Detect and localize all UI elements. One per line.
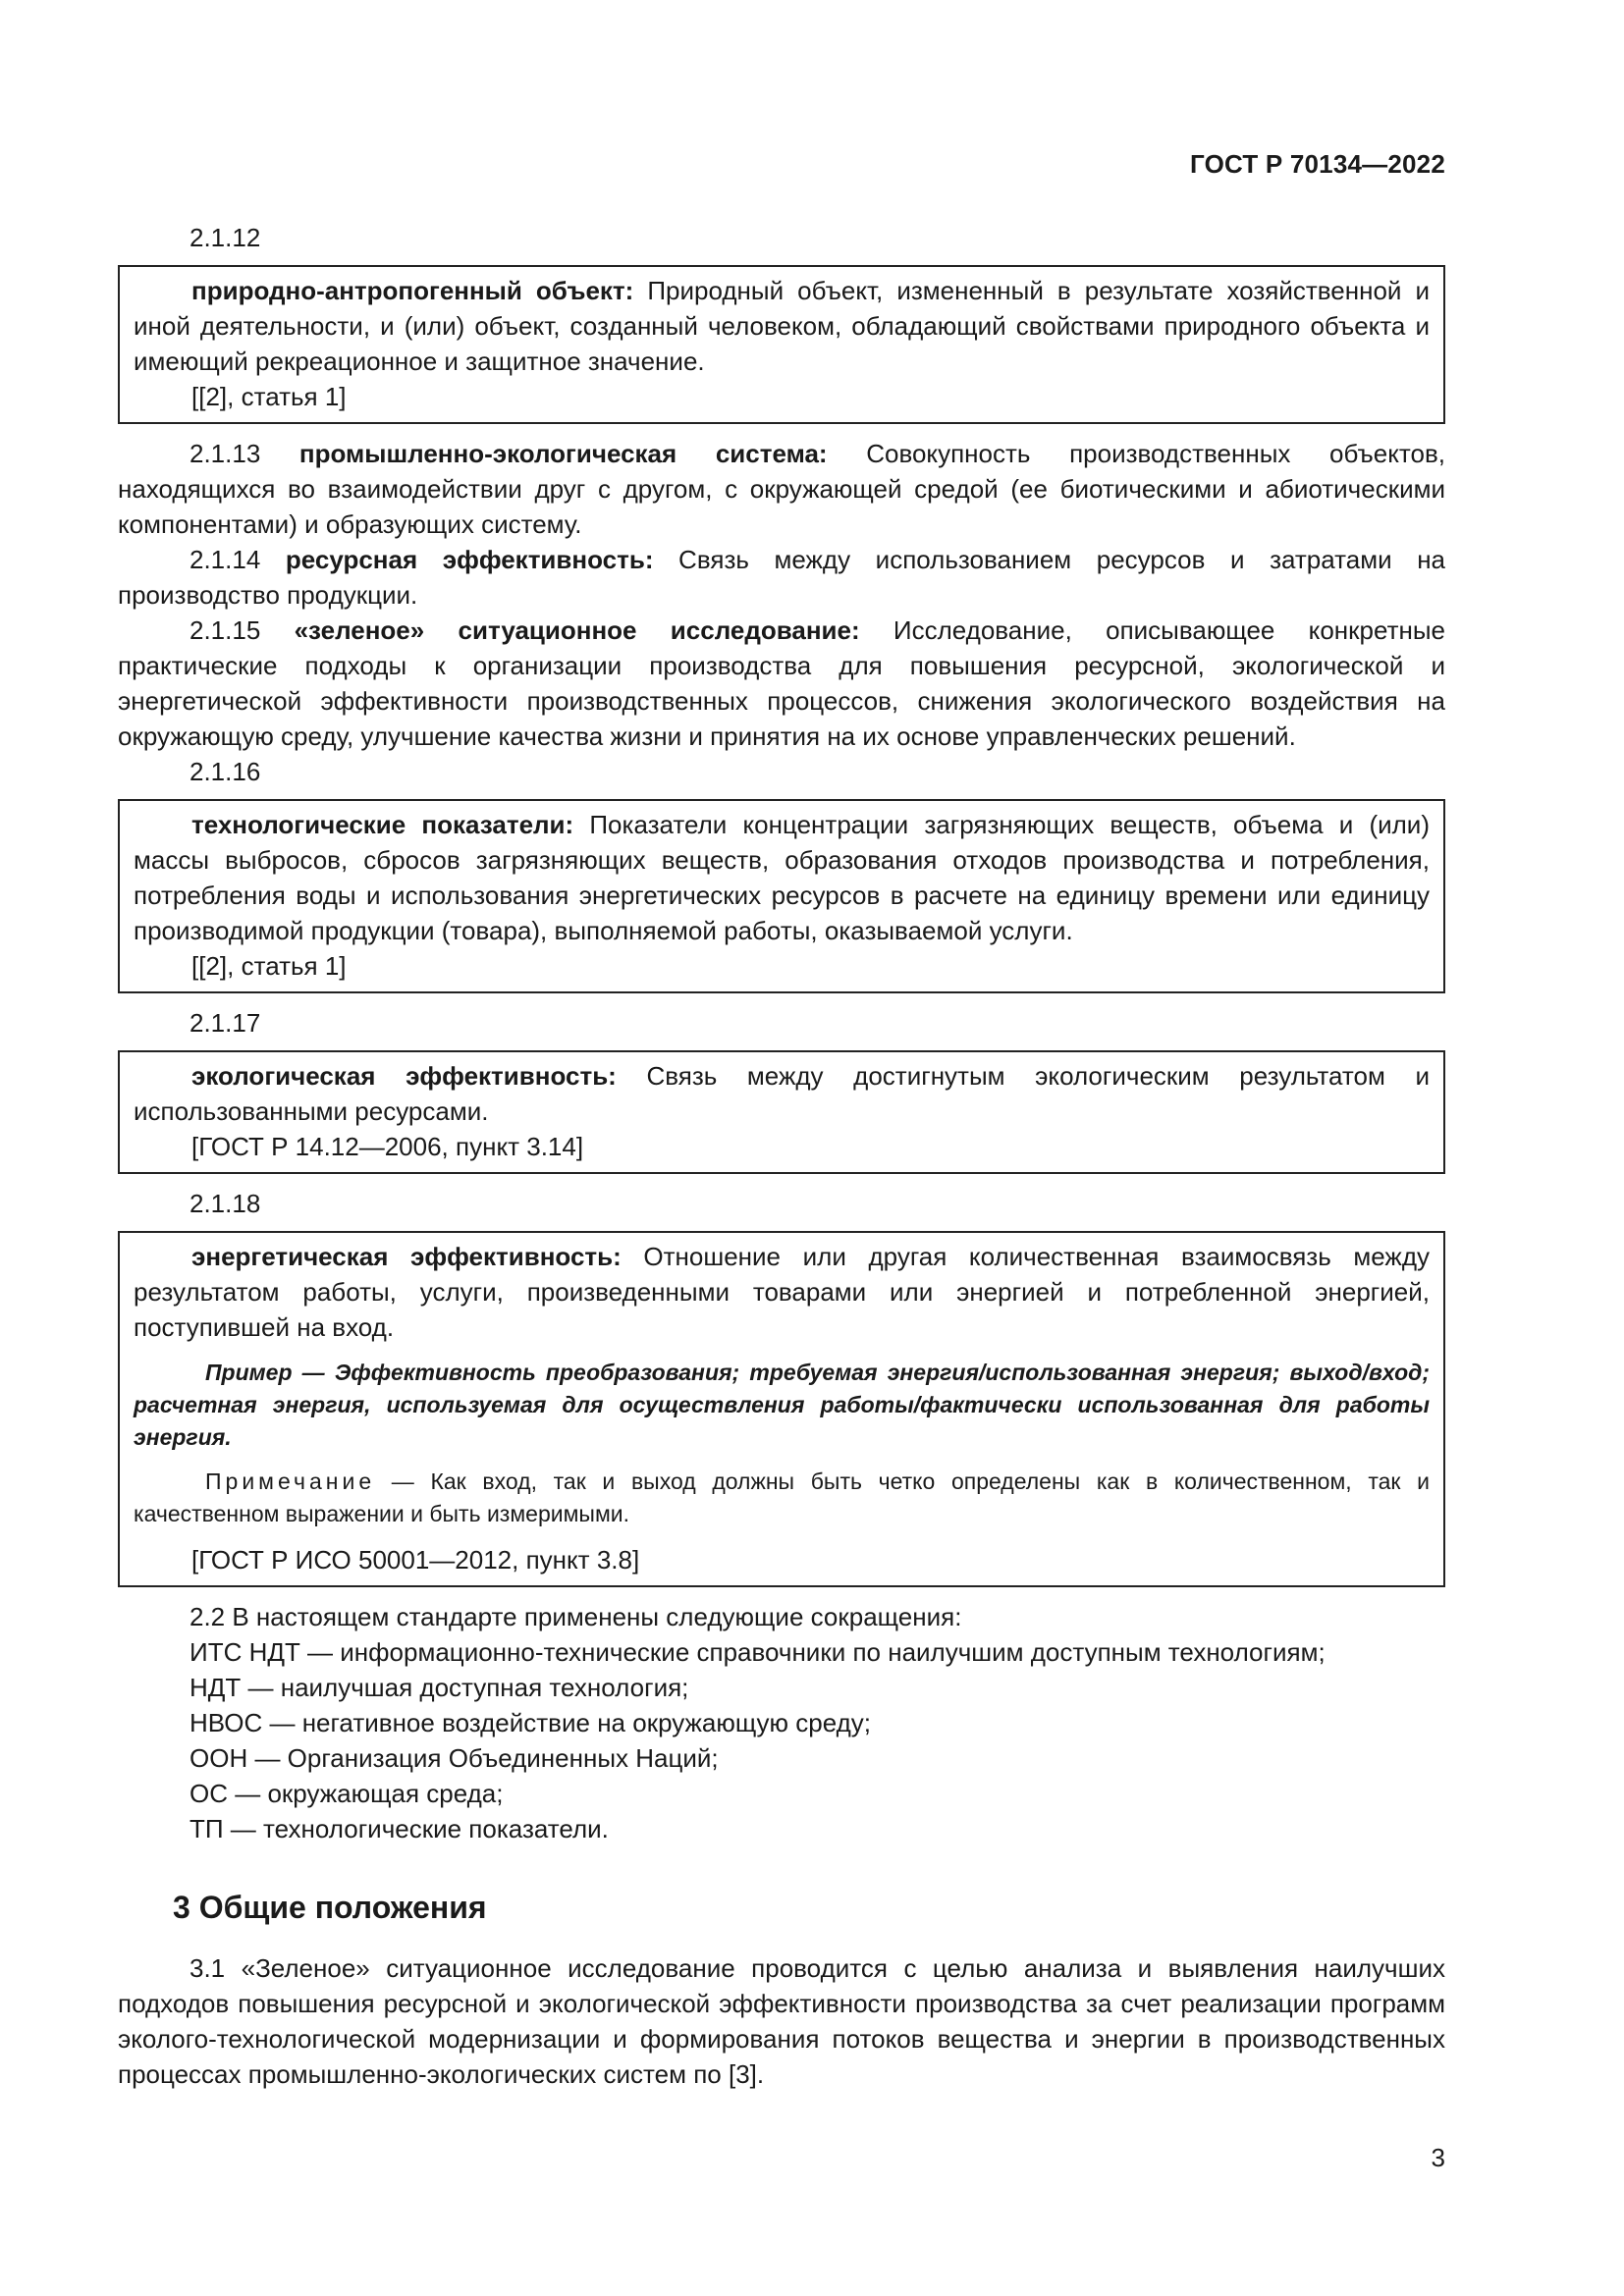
term-definition xyxy=(134,1239,1430,1345)
term-example: Пример — Эффективность преобразования; требуемая энергия/использованная энергия; выход/вход; расчетная энергия, используемая для осуществления работы/фактически использованная для работы энергия. xyxy=(134,1360,1430,1450)
definition-text: Исследование, описывающее конкретные практические подходы к организации производства для повышения ресурсной, экологической и энергетической эффективности производственных процессов, снижения экологического воздействия на окружающую среду, улучшение качества жизни и принятия на их основе управленческих решений. xyxy=(118,615,1445,751)
document-body xyxy=(118,220,1445,2092)
note-text: — Как вход, так и выход должны быть четко определены как в количественном, так и качественном выражении и быть измеримыми. xyxy=(134,1468,1430,1526)
term-name: ресурсная эффективность: xyxy=(285,545,654,574)
note-label: Примечание xyxy=(205,1468,376,1494)
term-name: промышленно-экологическая система: xyxy=(298,439,828,468)
document-header: ГОСТ Р 70134—2022 xyxy=(1190,149,1445,179)
abbreviation-item: ОС — окружающая среда; xyxy=(189,1779,504,1808)
definition-text: Совокупность производственных объектов, находящихся во взаимодействии друг с другом, с окружающей средой (ее биотическими и абиотическими компонентами) и образующих систему. xyxy=(118,439,1445,539)
term-definition xyxy=(134,807,1430,948)
term-source: [ГОСТ Р ИСО 50001—2012, пункт 3.8] xyxy=(191,1545,640,1575)
term-source: [[2], статья 1] xyxy=(191,951,347,981)
term-box xyxy=(118,1050,1445,1174)
term-name: природно-антропогенный объект: xyxy=(191,276,634,305)
term-number: 2.1.16 xyxy=(189,757,261,786)
term-number: 2.1.18 xyxy=(189,1189,261,1218)
abbreviations-intro: 2.2 В настоящем стандарте применены следующие сокращения: xyxy=(189,1602,962,1631)
term-name: технологические показатели: xyxy=(191,810,574,839)
term-box xyxy=(118,799,1445,993)
term-number: 2.1.14 xyxy=(189,545,286,574)
section-heading: 3 Общие положения xyxy=(173,1890,487,1925)
term-definition xyxy=(134,273,1430,379)
definition-text: Связь между достигнутым экологическим результатом и использованными ресурсами. xyxy=(134,1061,1430,1126)
term-box xyxy=(118,265,1445,424)
term-name: «зеленое» ситуационное исследование: xyxy=(294,615,860,645)
definition-text: Природный объект, измененный в результате хозяйственной и иной деятельности, и (или) объект, созданный человеком, обладающий свойствами природного объекта и имеющий рекреационное и защитное значение. xyxy=(134,276,1430,376)
term-name: экологическая эффективность: xyxy=(191,1061,617,1091)
term-source: [[2], статья 1] xyxy=(191,382,347,411)
term-source: [ГОСТ Р 14.12—2006, пункт 3.14] xyxy=(191,1132,584,1161)
term-number: 2.1.13 xyxy=(189,439,299,468)
term-number: 2.1.12 xyxy=(189,223,261,252)
term-box xyxy=(118,1231,1445,1587)
definition-text: Связь между использованием ресурсов и затратами на производство продукции. xyxy=(118,545,1446,610)
definition-text: Показатели концентрации загрязняющих веществ, объема и (или) массы выбросов, сбросов загрязняющих веществ, образования отходов производства и потребления, потребления воды и использования энергетических ресурсов в расчете на единицу времени или единицу производимой продукции (товара), выполняемой работы, оказываемой услуги. xyxy=(134,810,1430,945)
abbreviation-item: ТП — технологические показатели. xyxy=(189,1814,609,1843)
term-definition xyxy=(118,542,1445,613)
term-definition xyxy=(134,1058,1430,1129)
page-number: 3 xyxy=(1431,2143,1445,2172)
term-definition xyxy=(118,613,1445,754)
term-note xyxy=(134,1466,1430,1530)
term-name: энергетическая эффективность: xyxy=(191,1242,622,1271)
term-definition xyxy=(118,436,1445,542)
abbreviation-item: НВОС — негативное воздействие на окружающую среду; xyxy=(189,1708,872,1737)
definition-text: Отношение или другая количественная взаимосвязь между результатом работы, услуги, произведенными товарами или энергией и потребленной энергией, поступившей на вход. xyxy=(134,1242,1430,1342)
abbreviation-item: ООН — Организация Объединенных Наций; xyxy=(189,1743,719,1773)
section-paragraph: 3.1 «Зеленое» ситуационное исследование проводится с целью анализа и выявления наилучших подходов повышения ресурсной и экологической эффективности производства за счет реализации программ эколого-технологической модернизации и формирования потоков вещества и энергии в производственных процессах промышленно-экологических систем по [3]. xyxy=(118,1953,1445,2089)
term-number: 2.1.17 xyxy=(189,1008,261,1038)
term-number: 2.1.15 xyxy=(189,615,295,645)
abbreviation-item: ИТС НДТ — информационно-технические справочники по наилучшим доступным технологиям; xyxy=(189,1637,1326,1667)
abbreviation-item: НДТ — наилучшая доступная технология; xyxy=(189,1673,689,1702)
